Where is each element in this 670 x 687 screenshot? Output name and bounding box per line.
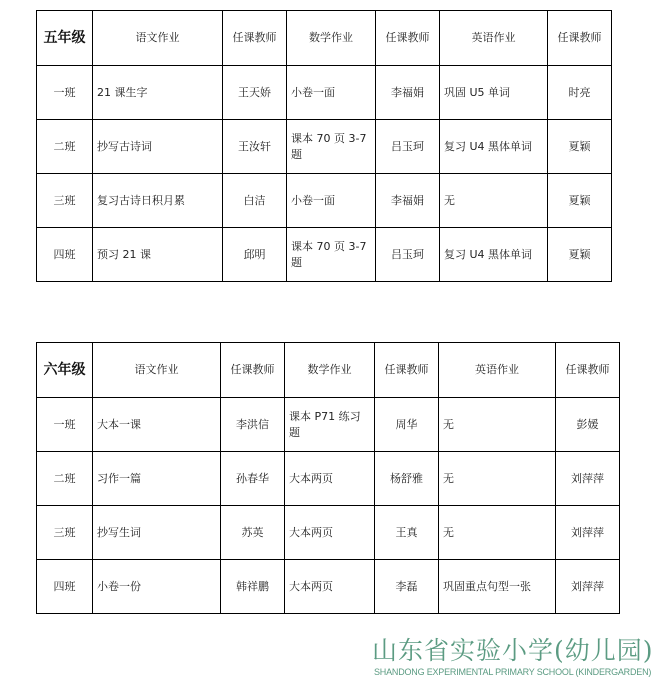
english-homework-cell: 无 [440, 174, 548, 228]
math-homework-cell: 小卷一面 [287, 66, 376, 120]
chinese-homework-cell: 21 课生字 [93, 66, 223, 120]
math-homework-cell: 课本 P71 练习题 [285, 398, 375, 452]
math-homework-cell: 小卷一面 [287, 174, 376, 228]
class-cell: 四班 [37, 228, 93, 282]
header-math: 数学作业 [287, 11, 376, 66]
english-homework-cell: 复习 U4 黑体单词 [440, 120, 548, 174]
teacher-cell: 李福娟 [376, 174, 440, 228]
math-homework-cell: 课本 70 页 3-7 题 [287, 228, 376, 282]
math-homework-cell: 课本 70 页 3-7 题 [287, 120, 376, 174]
header-chinese: 语文作业 [93, 343, 221, 398]
class-cell: 二班 [37, 120, 93, 174]
grade5-homework-table [36, 10, 612, 282]
grade-label: 六年级 [37, 343, 93, 398]
chinese-homework-cell: 预习 21 课 [93, 228, 223, 282]
teacher-cell: 夏颖 [548, 120, 612, 174]
teacher-cell: 吕玉珂 [376, 120, 440, 174]
table-row [37, 560, 620, 614]
math-homework-cell: 大本两页 [285, 452, 375, 506]
class-cell: 一班 [37, 398, 93, 452]
table-header-row [37, 343, 620, 398]
header-chinese: 语文作业 [93, 11, 223, 66]
table-row [37, 174, 612, 228]
teacher-cell: 杨舒雅 [375, 452, 439, 506]
teacher-cell: 刘萍萍 [556, 560, 620, 614]
chinese-homework-cell: 抄写生词 [93, 506, 221, 560]
teacher-cell: 彭媛 [556, 398, 620, 452]
math-homework-cell: 大本两页 [285, 506, 375, 560]
teacher-cell: 李福娟 [376, 66, 440, 120]
teacher-cell: 邱明 [223, 228, 287, 282]
header-math: 数学作业 [285, 343, 375, 398]
header-english: 英语作业 [440, 11, 548, 66]
teacher-cell: 王天娇 [223, 66, 287, 120]
teacher-cell: 白洁 [223, 174, 287, 228]
teacher-cell: 周华 [375, 398, 439, 452]
teacher-cell: 刘萍萍 [556, 452, 620, 506]
class-cell: 三班 [37, 506, 93, 560]
english-homework-cell: 无 [439, 398, 556, 452]
header-teacher: 任课教师 [548, 11, 612, 66]
header-teacher: 任课教师 [556, 343, 620, 398]
chinese-homework-cell: 复习古诗日积月累 [93, 174, 223, 228]
english-homework-cell: 无 [439, 506, 556, 560]
chinese-homework-cell: 习作一篇 [93, 452, 221, 506]
class-cell: 四班 [37, 560, 93, 614]
grade-label: 五年级 [37, 11, 93, 66]
class-cell: 三班 [37, 174, 93, 228]
header-teacher: 任课教师 [223, 11, 287, 66]
teacher-cell: 夏颖 [548, 174, 612, 228]
table-header-row [37, 11, 612, 66]
teacher-cell: 刘萍萍 [556, 506, 620, 560]
table-row [37, 398, 620, 452]
school-logo-english-name: SHANDONG EXPERIMENTAL PRIMARY SCHOOL (KINDERGARDEN) [374, 667, 652, 677]
header-teacher: 任课教师 [376, 11, 440, 66]
teacher-cell: 王真 [375, 506, 439, 560]
teacher-cell: 时亮 [548, 66, 612, 120]
english-homework-cell: 巩固 U5 单词 [440, 66, 548, 120]
teacher-cell: 孙春华 [221, 452, 285, 506]
chinese-homework-cell: 小卷一份 [93, 560, 221, 614]
english-homework-cell: 复习 U4 黑体单词 [440, 228, 548, 282]
english-homework-cell: 无 [439, 452, 556, 506]
table-row [37, 228, 612, 282]
teacher-cell: 苏英 [221, 506, 285, 560]
header-teacher: 任课教师 [221, 343, 285, 398]
chinese-homework-cell: 大本一课 [93, 398, 221, 452]
teacher-cell: 吕玉珂 [376, 228, 440, 282]
teacher-cell: 王汝轩 [223, 120, 287, 174]
table-row [37, 66, 612, 120]
table-row [37, 120, 612, 174]
english-homework-cell: 巩固重点句型一张 [439, 560, 556, 614]
header-teacher: 任课教师 [375, 343, 439, 398]
chinese-homework-cell: 抄写古诗词 [93, 120, 223, 174]
teacher-cell: 韩祥鹏 [221, 560, 285, 614]
header-english: 英语作业 [439, 343, 556, 398]
school-logo [372, 636, 664, 682]
school-logo-chinese-name: 山东省实验小学(幼儿园) [372, 636, 654, 665]
math-homework-cell: 大本两页 [285, 560, 375, 614]
teacher-cell: 李洪信 [221, 398, 285, 452]
table-row [37, 452, 620, 506]
class-cell: 一班 [37, 66, 93, 120]
table-row [37, 506, 620, 560]
class-cell: 二班 [37, 452, 93, 506]
grade6-homework-table [36, 342, 620, 614]
teacher-cell: 李磊 [375, 560, 439, 614]
teacher-cell: 夏颖 [548, 228, 612, 282]
